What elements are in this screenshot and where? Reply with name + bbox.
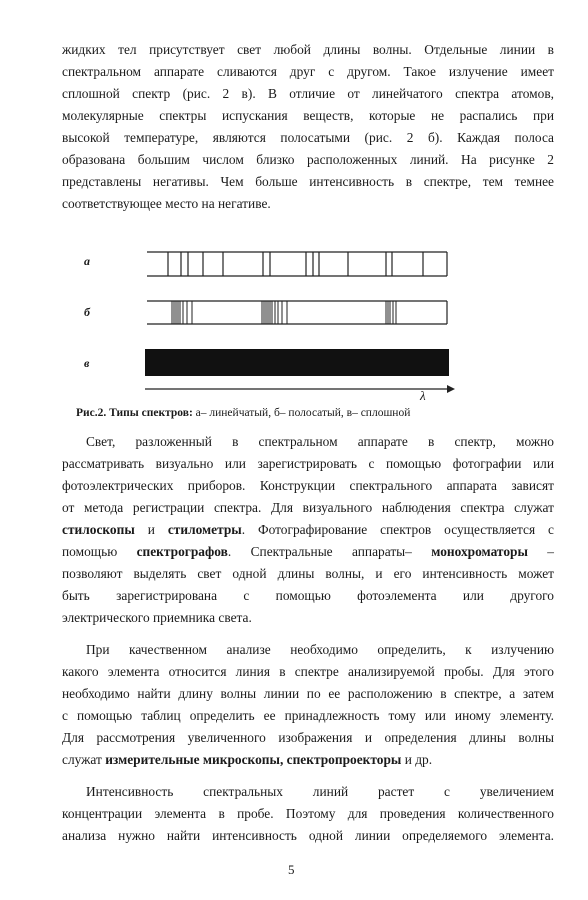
caption-title: Рис.2. Типы спектров: [76,407,193,419]
text-line: сплошной спектр (рис. 2 в). В отличие от линейчатого спектра атомов, [62,86,554,101]
term-stilometers: стилометры [167,522,242,537]
text-span: . Спектральные аппараты– [227,544,432,559]
label-line-spectrum: а [84,254,90,268]
text-line: При качественном анализе необходимо определить, к излучению [86,642,554,657]
term-stiloscopes: стилоскопы [62,522,135,537]
text-line: какого элемента относится линия в спектре анализируемой пробы. Для этого [62,664,554,679]
text-line: фотоэлектрических приборов. Конструкции спектрального аппарата зависят [62,478,554,493]
text-line [62,750,554,770]
term-monochromators: монохроматоры [431,544,528,559]
text-line: высокой температуре, являются полосатыми (рис. 2 б). Каждая полоса [62,130,554,145]
term-spectrographs: спектрографов [136,544,228,559]
text-span: – [527,544,555,559]
text-line: жидких тел присутствует свет любой длины волны. Отдельные линии в [62,42,554,57]
text-line: Для рассмотрения увеличенного изображения и определения длины волны [62,730,554,745]
text-line: быть зарегистрирована с помощью фотоэлемента или другого [62,588,554,603]
wavelength-label: λ [420,388,426,403]
caption-text: а– линейчатый, б– полосатый, в– сплошной [192,407,411,419]
label-band-spectrum: б [84,305,90,319]
figure-caption [76,407,410,419]
text-line: Свет, разложенный в спектральном аппарате в спектр, можно [86,434,554,449]
line-spectrum-strip [147,252,447,276]
text-line: электрического приемника света. [62,610,252,625]
text-line: необходимо найти длину волны линии по ее расположению в спектре, а затем [62,686,554,701]
continuous-spectrum-strip [145,349,449,376]
text-line: молекулярные спектры испускания веществ, которые не распались при [62,108,554,123]
text-line [62,520,554,540]
text-span: . Фотографирование спектров осуществляется с [241,522,554,537]
text-line: рассматривать визуально или зарегистрировать с помощью фотографии или [62,456,554,471]
text-line: Интенсивность спектральных линий растет с увеличением [86,784,554,799]
term-measuring-microscopes: измерительные микроскопы, спектропроекторы [105,752,402,767]
text-line: концентрации элемента в пробе. Поэтому для проведения количественного [62,806,554,821]
text-line: позволяют выделять свет одной длины волны, и его интенсивность может [62,566,554,581]
band-spectrum-strip [147,301,447,324]
text-line: образована большим числом близко расположенных линий. На рисунке 2 [62,152,554,167]
text-line: анализа нужно найти интенсивность одной линии определяемого элемента. [62,828,554,843]
text-span: и [134,522,168,537]
page-number: 5 [288,862,295,877]
wavelength-axis [145,385,455,393]
text-line: с помощью таблиц определить ее принадлежность тому или иному элементу. [62,708,554,723]
label-continuous-spectrum: в [84,356,90,370]
text-line: от метода регистрации спектра. Для визуального наблюдения спектра служат [62,500,554,515]
text-span: служат [62,752,106,767]
text-span: и др. [401,752,433,767]
text-span: помощью [62,544,137,559]
text-line: спектральном аппарате сливаются друг с другом. Такое излучение имеет [62,64,554,79]
text-line [62,542,554,562]
text-line: соответствующее место на негативе. [62,196,271,211]
text-line: представлены негативы. Чем больше интенсивность в спектре, тем темнее [62,174,554,189]
